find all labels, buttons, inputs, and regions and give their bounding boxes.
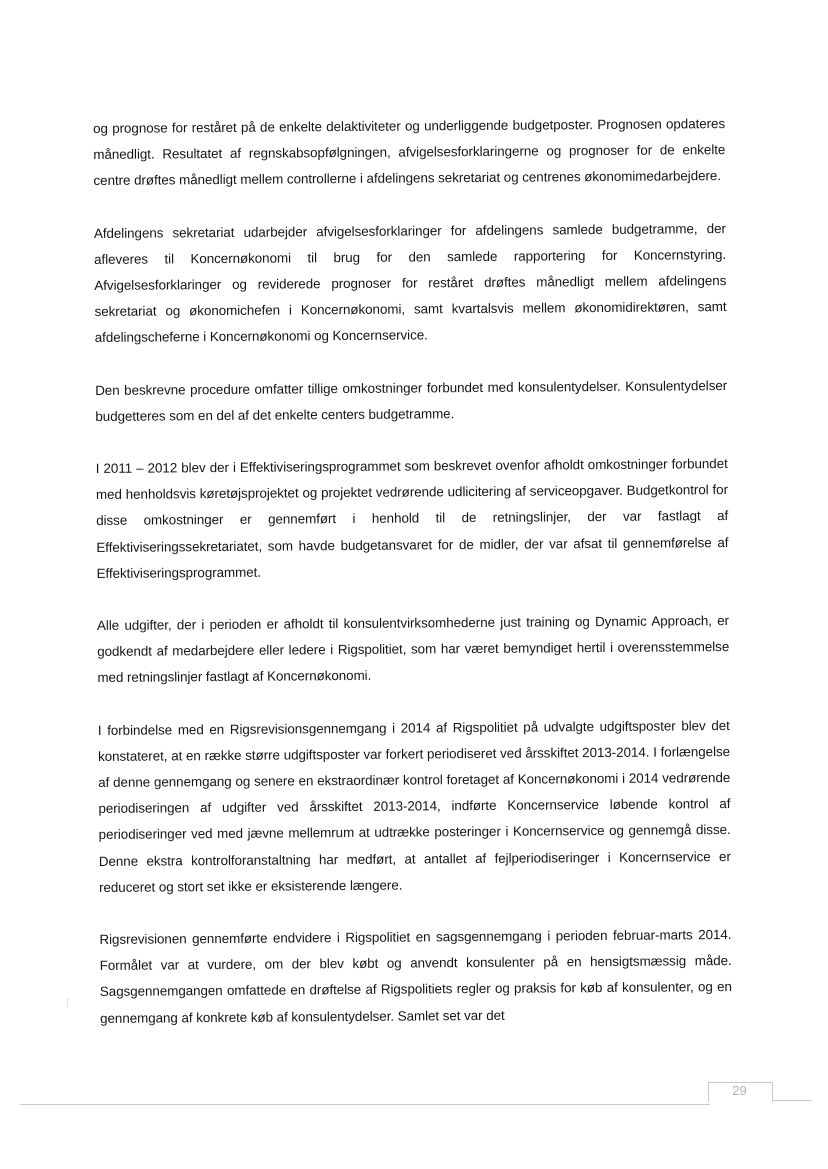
footer-rule <box>20 1104 710 1105</box>
paragraph-7: Rigsrevisionen gennemførte endvidere i Rigspolitiet en sagsgennemgang i perioden februar-marts 2014. Formålet var at vurdere, om der blev købt og anvendt konsulenter på en hensigtsmæssig måde. Sagsgennemgangen omfattede en drøftelse af Rigspolitiets regler og praksis for køb af konsulenter, og en gennemgang af konkrete køb af konsulentydelser. Samlet set var det <box>99 927 732 1026</box>
paragraph-5: Alle udgifter, der i perioden er afholdt til konsulentvirksomhederne just training og Dynamic Approach, er godkendt af medarbejdere eller ledere i Rigspolitiet, som har været bemyndiget hertil i overensstemmelse med retningslinjer fastlagt af Koncernøkonomi. <box>96 613 730 686</box>
paragraph-2: Afdelingens sekretariat udarbejder afvigelsesforklaringer for afdelingens samlede budgetramme, der afleveres til Koncernøkonomi til brug for den samlede rapportering for Koncernstyring. Afvigelsesforklaringer og reviderede prognoser for reståret drøftes månedligt mellem afdelingens sekretariat og økonomichefen i Koncernøkonomi, samt kvartalsvis mellem økonomidirektøren, samt afdelingscheferne i Koncernøkonomi og Koncernservice. <box>93 220 727 346</box>
margin-mark <box>67 998 70 1008</box>
paragraph-1: og prognose for reståret på de enkelte delaktiviteter og underliggende budgetposter. Prognosen opdateres månedligt. Resultatet af regnskabsopfølgningen, afvigelsesforklaringerne og prognoser for de enkelte centre drøftes månedligt mellem controllerne i afdelingens sekretariat og centrenes økonomimedarbejdere. <box>93 116 726 189</box>
paragraph-3: Den beskrevne procedure omfatter tillige omkostninger forbundet med konsulentydelser. Konsulentydelser budgetteres som en del af det enkelte centers budgetramme. <box>95 377 728 424</box>
page-number: 29 <box>732 1083 747 1098</box>
document-body <box>93 111 732 1032</box>
paragraph-6: I forbindelse med en Rigsrevisionsgennemgang i 2014 af Rigspolitiet på udvalgte udgiftsposter blev det konstateret, at en række større udgiftsposter var forkert periodiseret ved årsskiftet 2013-2014. I forlængelse af denne gennemgang og senere en ekstraordinær kontrol foretaget af Koncernøkonomi i 2014 vedrørende periodiseringen af udgifter ved årsskiftet 2013-2014, indførte Koncernservice løbende kontrol af periodiseringer ved med jævne mellemrum at udtrække posteringer i Koncernservice og gennemgå disse. Denne ekstra kontrolforanstaltning har medført, at antallet af fejlperiodiseringer i Koncernservice er reduceret og stort set ikke er eksisterende længere. <box>97 717 731 895</box>
footer-rule-right <box>772 1100 812 1101</box>
paragraph-4: I 2011 – 2012 blev der i Effektiviseringsprogrammet som beskrevet ovenfor afholdt omkostninger forbundet med henholdsvis køretøjsprojektet og projektet vedrørende udlicitering af serviceopgaver. Budgetkontrol for disse omkostninger er gennemført i henhold til de retningslinjer, der var fastlagt af Effektiviseringssekretariatet, som havde budgetansvaret for de midler, der var afsat til gennemførelse af Effektiviseringsprogrammet. <box>95 456 729 581</box>
